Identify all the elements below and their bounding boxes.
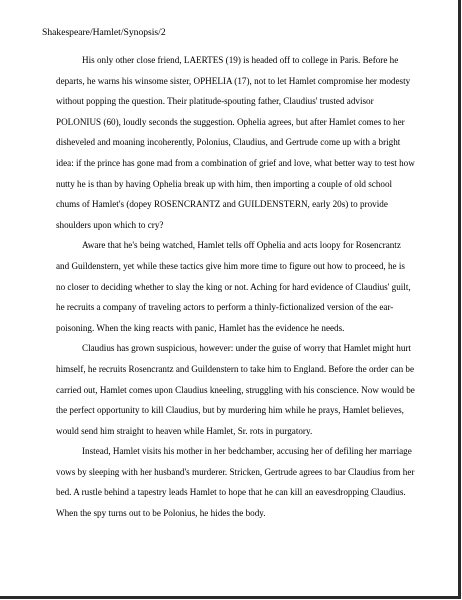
paragraph-claudius-suspicious: Claudius has grown suspicious, however: under the guise of worry that Hamlet might hurt himself, he recruits Rosencrantz and Guildenstern to take him to England. Before the order can be carried out, Hamlet comes upon Claudius kneeling, struggling with his conscience. Now would be the perfect opportunity to kill Claudius, but by murdering him while he prays, Hamlet believes, would send him straight to heaven while Hamlet, Sr. rots in purgatory. bbox=[56, 343, 415, 436]
paragraph-laertes-ophelia: His only other close friend, LAERTES (19) is headed off to college in Paris. Before he departs, he warns his winsome sister, OPHELIA (17), not to let Hamlet compromise her modesty without popping the question. Their platitude-spouting father, Claudius' trusted advisor POLONIUS (60), loudly seconds the suggestion. Ophelia agrees, but after Hamlet comes to her disheveled and moaning incoherently, Polonius, Claudius, and Gertrude come up with a bright idea: if the prince has gone mad from a combination of grief and love, what better way to test how nutty he is than by having Ophelia break up with him, then importing a couple of old school chums of Hamlet's (dopey ROSENCRANTZ and GUILDENSTERN, early 20s) to provide shoulders upon which to cry? bbox=[56, 55, 415, 230]
running-header: Shakespeare/Hamlet/Synopsis/2 bbox=[42, 27, 166, 38]
synopsis-body bbox=[56, 50, 415, 524]
paragraph-bedchamber: Instead, Hamlet visits his mother in her bedchamber, accusing her of defiling her marriage vows by sleeping with her husband's murderer. Stricken, Gertrude agrees to bar Claudius from her bed. A rustle behind a tapestry leads Hamlet to hope that he can kill an eavesdropping Claudius. When the spy turns out to be Polonius, he hides the body. bbox=[56, 446, 415, 519]
paragraph-hamlet-watched: Aware that he's being watched, Hamlet tells off Ophelia and acts loopy for Rosencrantz and Guildenstern, yet while these tactics give him more time to figure out how to proceed, he is no closer to deciding whether to slay the king or not. Aching for hard evidence of Claudius' guilt, he recruits a company of traveling actors to perform a thinly-fictionalized version of the ear-poisoning. When the king reacts with panic, Hamlet has the evidence he needs. bbox=[56, 240, 411, 333]
